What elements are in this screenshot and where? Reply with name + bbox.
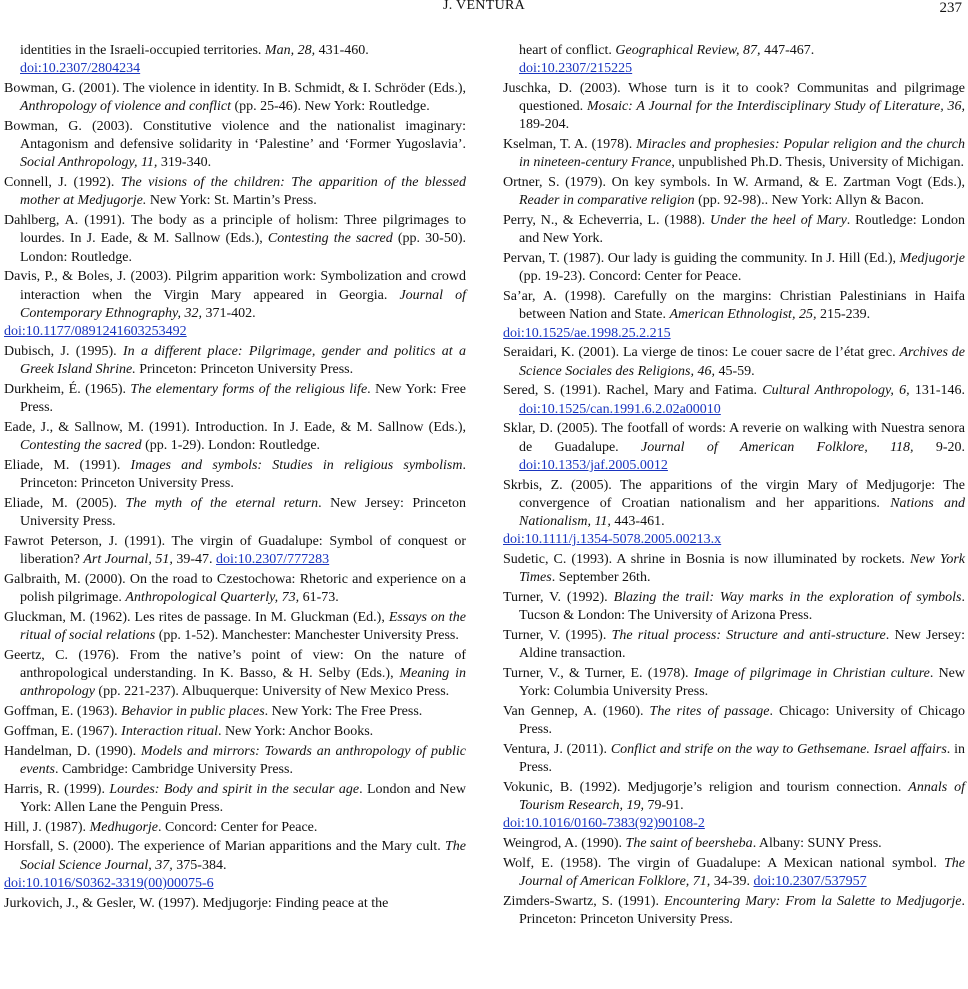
reference-text: heart of conflict. bbox=[519, 43, 616, 58]
doi-link[interactable]: doi:10.1353/jaf.2005.0012 bbox=[519, 457, 668, 473]
reference-italic-text: The elementary forms of the religious life bbox=[130, 381, 368, 397]
reference-italic-text: Journal of Contemporary Ethnography, 32, bbox=[20, 287, 466, 321]
page-number: 237 bbox=[939, 0, 962, 16]
doi-link[interactable]: doi:10.1525/can.1991.6.2.02a00010 bbox=[519, 401, 721, 417]
reference-italic-text: Models and mirrors: Towards an anthropology of public events bbox=[20, 743, 467, 777]
reference-text: . September 26th. bbox=[551, 570, 651, 586]
reference-text: . Cambridge: Cambridge University Press. bbox=[54, 761, 293, 777]
reference-text: 61-73. bbox=[299, 590, 339, 606]
reference-text: . Routledge: London and New York. bbox=[519, 213, 965, 247]
reference-italic-text: Contesting the sacred bbox=[20, 438, 142, 454]
reference-text: 9-20. bbox=[913, 439, 966, 455]
reference-italic-text: Social Anthropology, 11, bbox=[20, 155, 158, 171]
reference-text: (pp. 221-237). Albuquerque: University of New Mexico Press. bbox=[94, 684, 450, 700]
reference-text: Geertz, C. (1976). From the native’s point of view: On the nature of anthropological understanding. In K. Basso, & H. Selby (Eds.), bbox=[4, 647, 466, 682]
reference-text: Ventura, J. (2011). bbox=[503, 742, 611, 758]
reference-text: (pp. 1-29). London: Routledge. bbox=[141, 438, 321, 454]
reference-text: Pervan, T. (1987). Our lady is guiding the community. In J. Hill (Ed.), bbox=[503, 251, 900, 267]
reference-entry bbox=[503, 136, 965, 172]
reference-text: (pp. 19-23). Concord: Center for Peace. bbox=[519, 269, 742, 285]
reference-entry bbox=[503, 250, 965, 286]
reference-italic-text: Nations and Nationalism, 11, bbox=[519, 495, 965, 530]
reference-entry bbox=[4, 723, 466, 741]
references-right-column bbox=[503, 42, 965, 931]
reference-entry bbox=[4, 457, 466, 493]
reference-text: Eliade, M. (2005). bbox=[4, 495, 126, 511]
reference-text: Sered, S. (1991). Rachel, Mary and Fatima. bbox=[503, 383, 763, 399]
reference-text: Fawrot Peterson, J. (1991). The virgin of Guadalupe: Symbol of conquest or liberation? bbox=[4, 533, 466, 568]
reference-text: identities in the Israeli-occupied territories. bbox=[20, 43, 265, 58]
reference-entry bbox=[4, 343, 466, 379]
reference-entry bbox=[4, 533, 466, 569]
reference-entry bbox=[4, 174, 466, 210]
reference-entry bbox=[503, 42, 965, 78]
reference-text: Harris, R. (1999). bbox=[4, 781, 110, 797]
reference-text: . New Jersey: Aldine transaction. bbox=[519, 628, 966, 662]
reference-italic-text: In a different place: Pilgrimage, gender and politics at a Greek Island Shrine. bbox=[20, 343, 467, 378]
reference-text: (pp. 30-50). London: Routledge. bbox=[20, 231, 466, 265]
reference-text: Dubisch, J. (1995). bbox=[4, 343, 123, 359]
doi-link[interactable]: doi:10.2307/215225 bbox=[519, 61, 633, 77]
reference-entry bbox=[503, 779, 965, 834]
reference-text: Goffman, E. (1967). bbox=[4, 723, 122, 739]
running-head: J. VENTURA bbox=[442, 0, 526, 13]
reference-entry bbox=[4, 381, 466, 417]
reference-entry bbox=[503, 551, 965, 587]
reference-entry bbox=[4, 419, 466, 455]
reference-text: Eade, J., & Sallnow, M. (1991). Introduction. In J. Eade, & M. Sallnow (Eds.), bbox=[4, 419, 466, 435]
reference-italic-text: Essays on the ritual of social relations bbox=[20, 609, 466, 644]
reference-entry bbox=[4, 495, 466, 531]
reference-italic-text: The Journal of American Folklore, 71, bbox=[519, 856, 965, 890]
reference-text: Seraidari, K. (2001). La vierge de tinos: Le couer sacre de l’état grec. bbox=[503, 345, 900, 361]
reference-text: 375-384. bbox=[172, 857, 227, 873]
reference-entry bbox=[503, 344, 965, 380]
reference-italic-text: Anthropology of violence and conflict bbox=[20, 99, 231, 115]
reference-text: (pp. 92-98).. New York: Allyn & Bacon. bbox=[694, 193, 925, 209]
reference-text: Vokunic, B. (1992). Medjugorje’s religion and tourism connection. bbox=[503, 780, 909, 796]
reference-italic-text: Man, 28, bbox=[264, 43, 316, 58]
reference-text: 131-146. bbox=[909, 383, 966, 399]
reference-italic-text: Images and symbols: Studies in religious symbolism bbox=[130, 457, 463, 473]
reference-entry bbox=[503, 382, 965, 418]
reference-entry bbox=[503, 741, 965, 777]
reference-entry bbox=[4, 268, 466, 341]
reference-text: New York: St. Martin’s Press. bbox=[146, 193, 317, 209]
reference-text: Goffman, E. (1963). bbox=[4, 704, 122, 720]
reference-text: . Princeton: Princeton University Press. bbox=[20, 457, 466, 492]
reference-text: Turner, V., & Turner, E. (1978). bbox=[503, 666, 694, 682]
reference-text: 371-402. bbox=[202, 305, 256, 321]
doi-link[interactable]: doi:10.1016/0160-7383(92)90108-2 bbox=[503, 816, 705, 832]
doi-link[interactable]: doi:10.1177/0891241603253492 bbox=[4, 324, 187, 340]
reference-entry bbox=[4, 647, 466, 702]
reference-entry bbox=[4, 819, 466, 837]
doi-link[interactable]: doi:10.1016/S0362-3319(00)00075-6 bbox=[4, 875, 214, 891]
reference-text: . Tucson & London: The University of Arizona Press. bbox=[519, 590, 965, 624]
reference-text: Ortner, S. (1979). On key symbols. In W. Armand, & E. Zartman Vogt (Eds.), bbox=[503, 175, 965, 191]
reference-entry bbox=[4, 42, 466, 78]
reference-text: Weingrod, A. (1990). bbox=[503, 836, 626, 852]
reference-text: 45-59. bbox=[714, 363, 755, 379]
reference-text: . New York: Free Press. bbox=[20, 381, 466, 416]
reference-text: 443-461. bbox=[610, 514, 665, 530]
reference-text: . New York: Columbia University Press. bbox=[519, 666, 966, 700]
reference-entry bbox=[4, 609, 466, 645]
reference-italic-text: Art Journal, 51, bbox=[83, 552, 173, 568]
reference-italic-text: The ritual process: Structure and anti-structure bbox=[611, 628, 886, 644]
reference-italic-text: The visions of the children: The apparition of the blessed mother at Medjugorje. bbox=[20, 175, 466, 209]
reference-entry bbox=[503, 589, 965, 625]
reference-entry bbox=[503, 665, 965, 701]
reference-entry bbox=[4, 80, 466, 116]
reference-entry bbox=[503, 288, 965, 343]
reference-text: . Concord: Center for Peace. bbox=[158, 819, 318, 835]
reference-text: 189-204. bbox=[519, 117, 570, 133]
reference-italic-text: Anthropological Quarterly, 73, bbox=[125, 590, 300, 606]
reference-italic-text: Mosaic: A Journal for the Interdisciplinary Study of Literature, 36, bbox=[586, 99, 965, 115]
reference-italic-text: Meaning in anthropology bbox=[20, 666, 466, 700]
doi-link[interactable]: doi:10.2307/2804234 bbox=[20, 61, 141, 77]
reference-italic-text: Cultural Anthropology, 6, bbox=[762, 383, 910, 399]
reference-entry bbox=[503, 477, 965, 550]
reference-text: Handelman, D. (1990). bbox=[4, 743, 141, 759]
reference-italic-text: Archives de Science Sociales des Religions, 46, bbox=[519, 345, 965, 379]
reference-text: Perry, N., & Echeverria, L. (1988). bbox=[503, 213, 710, 229]
reference-text: Jurkovich, J., & Gesler, W. (1997). Medjugorje: Finding peace at the bbox=[4, 895, 389, 911]
reference-text: Galbraith, M. (2000). On the road to Czestochowa: Rhetoric and experience on a polish pilgrimage. bbox=[4, 571, 466, 606]
reference-entry bbox=[503, 835, 965, 853]
reference-italic-text: Image of pilgrimage in Christian culture bbox=[693, 666, 930, 682]
reference-italic-text: Under the heel of Mary bbox=[710, 213, 847, 229]
reference-italic-text: New York Times bbox=[519, 552, 965, 586]
reference-text: Durkheim, É. (1965). bbox=[4, 381, 131, 397]
reference-entry bbox=[4, 703, 466, 721]
reference-text: . in Press. bbox=[519, 742, 965, 776]
doi-link[interactable]: doi:10.1111/j.1354-5078.2005.00213.x bbox=[503, 532, 722, 548]
reference-text: Horsfall, S. (2000). The experience of Marian apparitions and the Mary cult. bbox=[4, 839, 445, 855]
reference-entry bbox=[4, 781, 466, 817]
reference-text: . New York: The Free Press. bbox=[264, 704, 423, 720]
reference-text: Dahlberg, A. (1991). The body as a principle of holism: Three pilgrimages to lourdes. In J. Eade, & M. Sallnow (Eds.), bbox=[4, 213, 466, 247]
reference-entry bbox=[503, 703, 965, 739]
reference-entry bbox=[4, 743, 466, 779]
reference-entry bbox=[4, 212, 466, 267]
reference-entry bbox=[503, 855, 965, 891]
reference-italic-text: Behavior in public places bbox=[121, 704, 265, 720]
reference-text: 447-467. bbox=[760, 43, 815, 58]
reference-entry bbox=[503, 627, 965, 663]
reference-text: 431-460. bbox=[315, 43, 369, 58]
reference-text: Princeton: Princeton University Press. bbox=[135, 362, 354, 378]
reference-text: Eliade, M. (1991). bbox=[4, 457, 131, 473]
reference-text: . New York: Anchor Books. bbox=[218, 723, 374, 739]
reference-text: . London and New York: Allen Lane the Penguin Press. bbox=[20, 781, 466, 815]
reference-text: (pp. 1-52). Manchester: Manchester University Press. bbox=[155, 628, 459, 644]
reference-text: Zimders-Swartz, S. (1991). bbox=[503, 894, 665, 910]
reference-italic-text: The saint of beersheba bbox=[625, 836, 753, 852]
reference-text: Turner, V. (1992). bbox=[503, 590, 614, 606]
reference-text: Bowman, G. (2001). The violence in identity. In B. Schmidt, & I. Schröder (Eds.), bbox=[4, 81, 466, 96]
doi-link[interactable]: doi:10.2307/777283 bbox=[216, 552, 330, 568]
reference-italic-text: Encountering Mary: From la Salette to Medjugorje bbox=[664, 894, 962, 910]
reference-text: Juschka, D. (2003). Whose turn is it to cook? Communitas and pilgrimage questioned. bbox=[503, 81, 965, 115]
reference-text: . Chicago: University of Chicago Press. bbox=[519, 704, 965, 738]
reference-entry bbox=[4, 571, 466, 607]
reference-text: 79-91. bbox=[643, 798, 684, 814]
reference-text: Davis, P., & Boles, J. (2003). Pilgrim apparition work: Symbolization and crowd interaction when the Virgin Mary appeared in Georgia. bbox=[4, 269, 466, 303]
reference-italic-text: Lourdes: Body and spirit in the secular age bbox=[109, 781, 360, 797]
reference-italic-text: Contesting the sacred bbox=[267, 231, 393, 247]
reference-italic-text: The rites of passage bbox=[649, 704, 770, 720]
reference-text: 39-47. bbox=[172, 552, 216, 568]
reference-italic-text: Medhugorje bbox=[89, 819, 158, 835]
reference-italic-text: Journal of American Folklore, 118, bbox=[641, 439, 914, 455]
reference-text: Skrbis, Z. (2005). The apparitions of the virgin Mary of Medjugorje: The convergence of Croatian nationalism and her apparitions. bbox=[503, 477, 965, 511]
reference-italic-text: Miracles and prophesies: Popular religion and the church in nineteen-century France bbox=[519, 137, 965, 171]
reference-text: Wolf, E. (1958). The virgin of Guadalupe: A Mexican national symbol. bbox=[503, 856, 944, 872]
references-left-column bbox=[4, 42, 466, 914]
reference-italic-text: Geographical Review, 87, bbox=[615, 43, 761, 58]
reference-text: . Princeton: Princeton University Press. bbox=[519, 894, 965, 928]
reference-entry bbox=[503, 212, 965, 248]
reference-text: Sudetic, C. (1993). A shrine in Bosnia is now illuminated by rockets. bbox=[503, 552, 910, 568]
reference-text: Sa’ar, A. (1998). Carefully on the margins: Christian Palestinians in Haifa between Nation and State. bbox=[503, 289, 965, 323]
reference-text: Connell, J. (1992). bbox=[4, 175, 121, 191]
reference-text: 215-239. bbox=[816, 307, 871, 323]
reference-entry bbox=[503, 893, 965, 929]
reference-italic-text: American Ethnologist, 25, bbox=[669, 307, 817, 323]
reference-entry bbox=[503, 174, 965, 210]
reference-text: Gluckman, M. (1962). Les rites de passage. In M. Gluckman (Ed.), bbox=[4, 609, 389, 625]
page-header bbox=[0, 0, 968, 24]
reference-entry bbox=[503, 420, 965, 475]
reference-italic-text: The myth of the eternal return bbox=[125, 495, 319, 511]
reference-text: Van Gennep, A. (1960). bbox=[503, 704, 650, 720]
reference-italic-text: Conflict and strife on the way to Gethsemane. Israel affairs bbox=[610, 742, 947, 758]
reference-entry bbox=[4, 895, 466, 913]
reference-text: Sklar, D. (2005). The footfall of words: A reverie on walking with Nuestra senora de Guadalupe. bbox=[503, 421, 965, 455]
reference-text: . Albany: SUNY Press. bbox=[752, 836, 882, 852]
reference-text: , unpublished Ph.D. Thesis, University of Michigan. bbox=[671, 155, 964, 171]
doi-link[interactable]: doi:10.1525/ae.1998.25.2.215 bbox=[503, 325, 671, 341]
reference-text: Hill, J. (1987). bbox=[4, 819, 90, 835]
reference-text: Kselman, T. A. (1978). bbox=[503, 137, 637, 153]
reference-italic-text: Annals of Tourism Research, 19, bbox=[519, 780, 966, 814]
reference-italic-text: The Social Science Journal, 37, bbox=[20, 839, 466, 873]
reference-text: 319-340. bbox=[157, 155, 212, 171]
reference-italic-text: Medjugorje bbox=[899, 251, 965, 267]
reference-entry bbox=[503, 80, 965, 135]
reference-text: 34-39. bbox=[710, 874, 754, 890]
reference-text: Bowman, G. (2003). Constitutive violence and the nationalist imaginary: Antagonism and defensive solidarity in ‘Palestine’ and ‘Former Yugoslavia’. bbox=[4, 119, 466, 153]
reference-text: . New Jersey: Princeton University Press. bbox=[20, 495, 466, 530]
reference-italic-text: Interaction ritual bbox=[121, 723, 218, 739]
reference-italic-text: Reader in comparative religion bbox=[519, 193, 695, 209]
reference-text: (pp. 25-46). New York: Routledge. bbox=[230, 99, 430, 115]
reference-entry bbox=[4, 118, 466, 173]
reference-text: Turner, V. (1995). bbox=[503, 628, 612, 644]
doi-link[interactable]: doi:10.2307/537957 bbox=[753, 874, 867, 890]
reference-italic-text: Blazing the trail: Way marks in the exploration of symbols bbox=[613, 590, 962, 606]
reference-entry bbox=[4, 838, 466, 893]
